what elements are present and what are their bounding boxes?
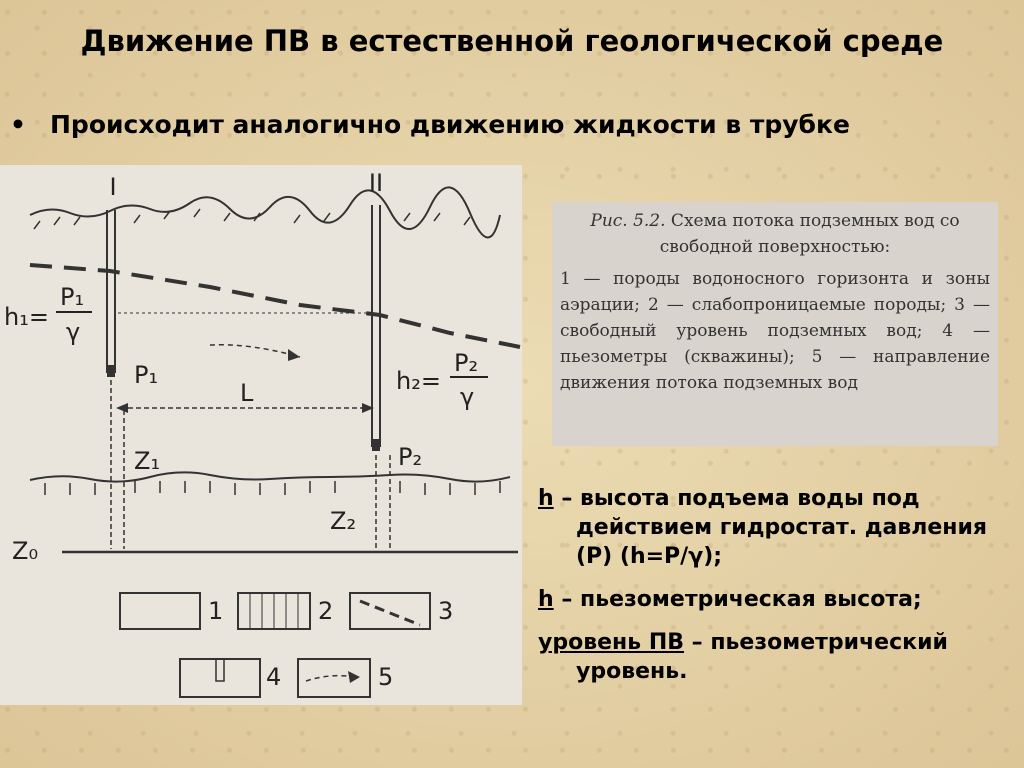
legend-number-1: 1 [208,597,224,625]
figure-caption [552,202,998,446]
legend-box-3 [350,593,430,629]
slide-subtitle: Происходит аналогично движению жидкости в трубке [50,110,850,139]
aquitard-hatching [45,481,500,495]
h2-numerator: P₂ [454,349,479,377]
slide-title: Движение ПВ в естественной геологической среде [80,24,944,58]
h1-numerator: P₁ [60,283,85,311]
h1-label: h₁= [4,303,49,331]
flow-arrow [210,345,300,357]
z2-label: Z₂ [330,507,357,535]
legend-box-2 [238,593,310,629]
definitions-list [538,484,1018,700]
definition-term: h [538,486,554,511]
definition-term: уровень ПВ [538,630,684,655]
piezometer-1 [107,210,115,377]
legend-box-5 [298,659,370,697]
h2-label: h₂= [396,367,441,395]
caption-title-text: Схема потока подземных вод со свободной поверхностью: [659,211,960,257]
ground-surface [30,187,500,237]
caption-prefix: Рис. 5.2. [590,211,666,231]
legend-number-2: 2 [318,597,334,625]
z1-label: Z₁ [134,447,161,475]
legend-number-5: 5 [378,663,394,691]
bullet-marker: • [10,110,26,139]
definition-item [538,585,1018,614]
definition-text: – высота подъема воды под действием гидростат. давления (P) (h=P/γ); [553,486,988,569]
caption-legend: 1 — породы водоносного горизонта и зоны аэрации; 2 — слабопроницаемые породы; 3 — свободный уровень подземных вод; 4 — пьезометры (скважины); 5 — направление движения потока подземных вод [560,269,990,393]
definition-item [538,628,1018,686]
well-2-label: II [368,169,384,197]
water-table-line [30,265,520,347]
l-label: L [240,379,254,407]
h1-denominator: γ [66,318,81,346]
definition-item [538,484,1018,571]
p1-label: P₁ [134,361,159,389]
caption-title [560,208,990,260]
legend-box-1 [120,593,200,629]
legend-box-4 [180,659,260,697]
legend-number-4: 4 [266,663,282,691]
well-1-label: I [109,173,117,201]
definition-term: h [538,587,554,612]
definition-text: – пьезометрическая высота; [553,587,922,612]
aquitard-surface [30,472,510,481]
groundwater-flow-diagram [0,165,522,705]
piezometer-2 [372,205,380,451]
definition-text: – пьезометрический уровень. [576,630,948,684]
z0-label: Z₀ [12,537,39,565]
p2-label: P₂ [398,443,423,471]
legend-number-3: 3 [438,597,454,625]
h2-denominator: γ [460,383,475,411]
bullet-point [10,110,850,139]
